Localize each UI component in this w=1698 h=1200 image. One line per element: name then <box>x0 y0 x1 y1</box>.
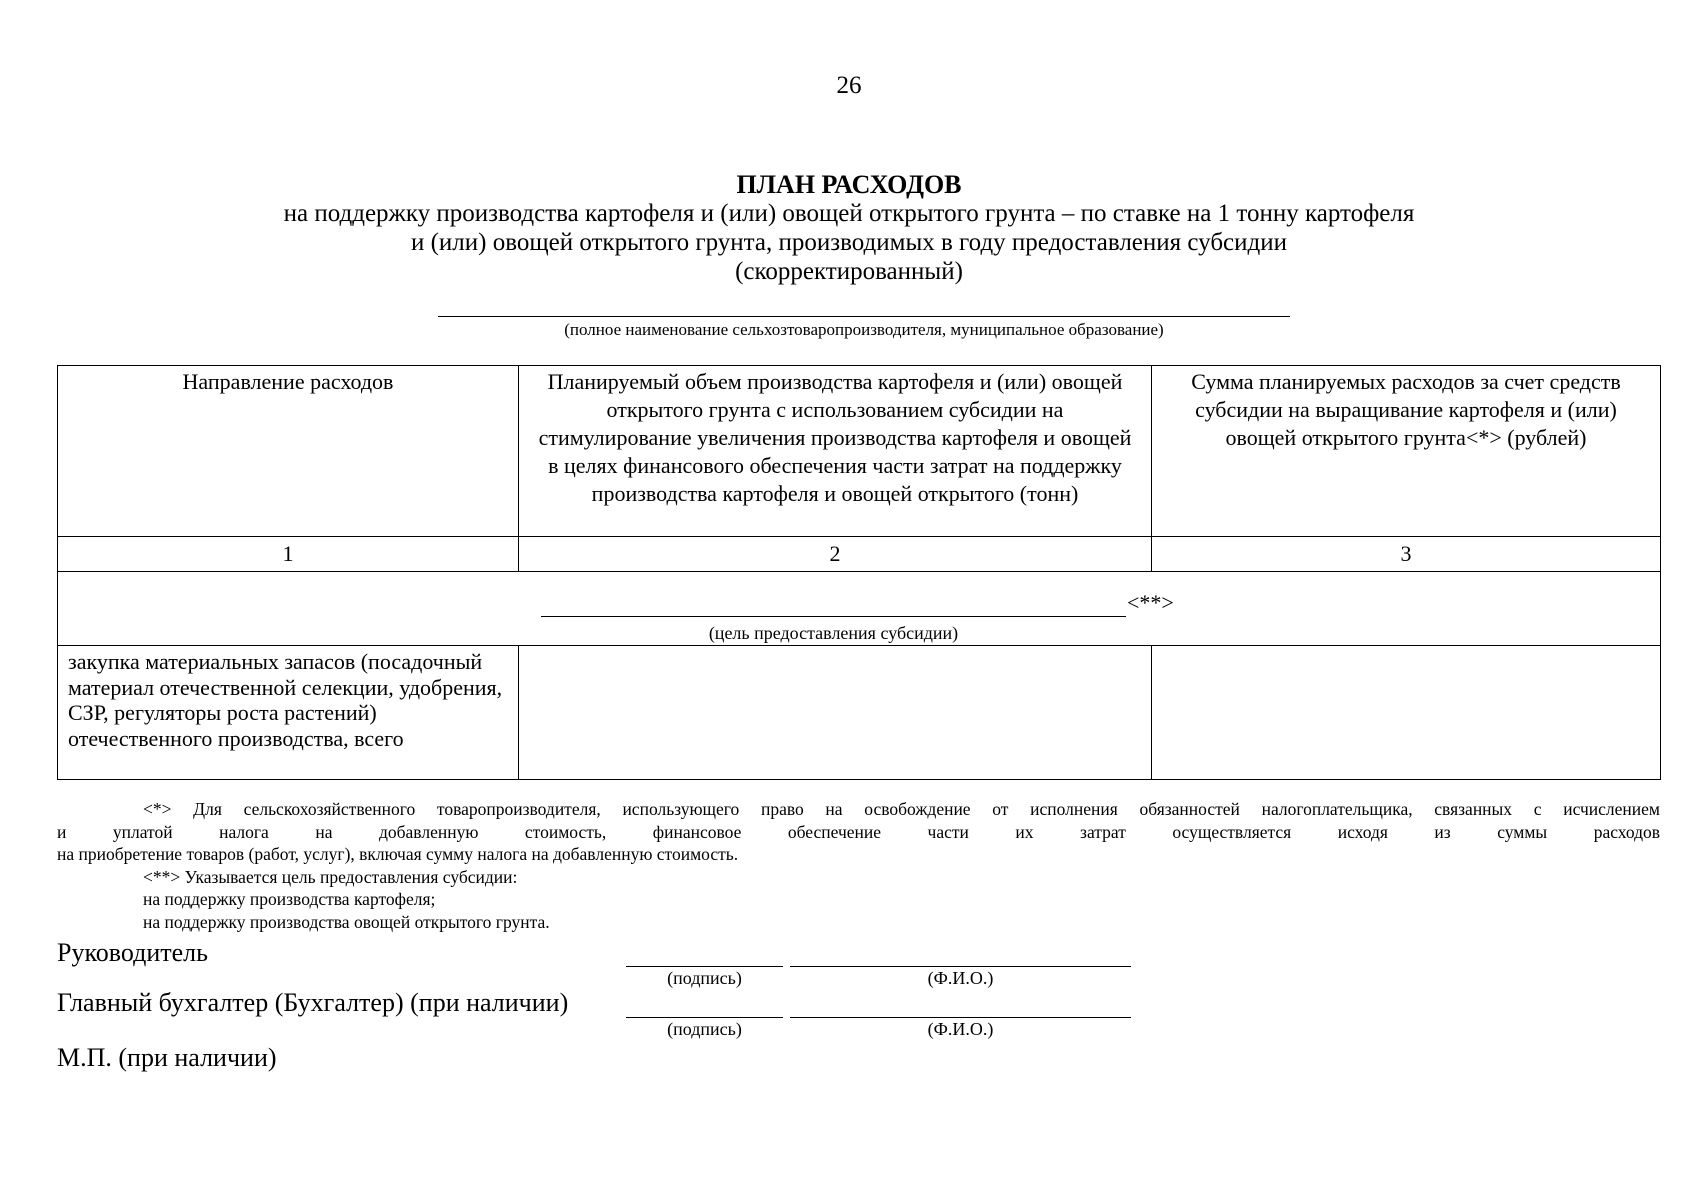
footnote-2-option-1: на поддержку производства картофеля; <box>143 889 436 909</box>
head-name-caption: (Ф.И.О.) <box>927 968 994 988</box>
subsidy-goal-line <box>541 616 1126 617</box>
row-direction: закупка материальных запасов (посадочный материал отечественной селекции, удобрения, СЗР, регуляторы роста растений) отечественного производства, всего <box>58 646 519 780</box>
header-volume <box>519 366 1152 537</box>
row-volume <box>519 646 1152 780</box>
accountant-name-line <box>790 1017 1131 1018</box>
producer-name-caption: (полное наименование сельхозтоваропроизводителя, муниципальное образование) <box>564 320 1164 339</box>
column-number-1: 1 <box>58 537 519 572</box>
footnotes <box>57 798 1660 933</box>
expense-plan-table <box>57 365 1661 780</box>
table-header-row <box>58 366 1661 537</box>
head-signature-line <box>626 966 783 967</box>
head-signature-caption: (подпись) <box>667 968 742 988</box>
column-number-3: 3 <box>1152 537 1661 572</box>
title-main: ПЛАН РАСХОДОВ <box>736 170 962 199</box>
chief-accountant-label: Главный бухгалтер (Бухгалтер) (при наличии) <box>57 988 569 1017</box>
footnote-1-line-3: на приобретение товаров (работ, услуг), включая сумму налога на добавленную стоимость. <box>57 844 739 864</box>
table-row <box>58 646 1661 780</box>
row-amount <box>1152 646 1661 780</box>
footnote-2-option-2: на поддержку производства овощей открытого грунта. <box>143 911 550 932</box>
page-number: 26 <box>836 72 862 99</box>
document-title <box>150 170 1548 286</box>
header-direction-text: Направление расходов <box>182 369 394 394</box>
subsidy-goal-cell <box>58 572 1661 646</box>
head-label: Руководитель <box>57 938 208 967</box>
subsidy-goal-marker: <**> <box>1127 590 1174 615</box>
subsidy-goal-row <box>58 572 1661 646</box>
footnote-1-line-2: и уплатой налога на добавленную стоимость, финансовое обеспечение части их затрат осуществляется исходя из суммы расходов <box>57 821 1660 842</box>
head-name-line <box>790 966 1131 967</box>
stamp-label: М.П. (при наличии) <box>57 1043 277 1072</box>
header-amount-text: Сумма планируемых расходов за счет средств субсидии на выращивание картофеля и (или) овощей открытого грунта<*> (рублей) <box>1191 369 1621 450</box>
header-volume-text: Планируемый объем производства картофеля и (или) овощей открытого грунта с использованием субсидии на стимулирование увеличения производства картофеля и овощей в целях финансового обеспечения части затрат на поддержку производства картофеля и овощей открытого (тонн) <box>538 369 1132 506</box>
footnote-1-line-1: <*> Для сельскохозяйственного товаропроизводителя, использующего право на освобождение от исполнения обязанностей налогоплательщика, связанных с исчислением <box>143 799 1660 819</box>
column-number-2: 2 <box>519 537 1152 572</box>
header-direction <box>58 366 519 537</box>
title-line-1: на поддержку производства картофеля и (или) овощей открытого грунта – по ставке на 1 тонну картофеля <box>283 200 1415 227</box>
title-line-2: и (или) овощей открытого грунта, производимых в году предоставления субсидии <box>410 229 1288 256</box>
footnote-2: <**> Указывается цель предоставления субсидии: <box>143 866 518 887</box>
accountant-signature-caption: (подпись) <box>667 1019 742 1039</box>
column-number-row <box>58 537 1661 572</box>
accountant-signature-line <box>626 1017 783 1018</box>
producer-name-line <box>438 316 1290 317</box>
title-line-3: (скорректированный) <box>735 258 963 285</box>
accountant-name-caption: (Ф.И.О.) <box>927 1019 994 1039</box>
header-amount <box>1152 366 1661 537</box>
subsidy-goal-caption: (цель предоставления субсидии) <box>708 623 959 643</box>
